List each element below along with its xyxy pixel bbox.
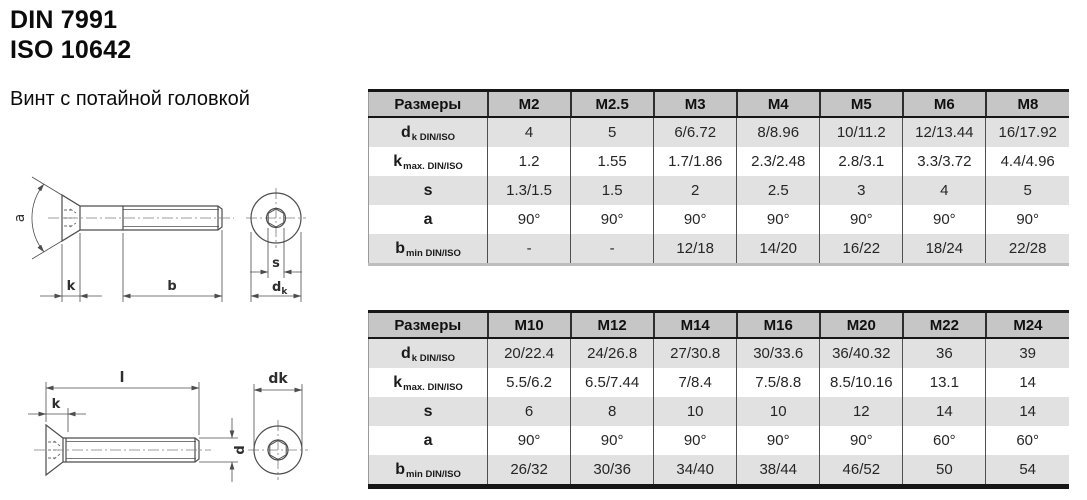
dimensions-column-header: Размеры [369,91,488,118]
value-cell: 90° [488,205,571,234]
value-cell: 8.5/10.16 [820,368,903,397]
value-cell: 14 [986,368,1069,397]
row-label [369,368,488,397]
size-header-m16: M16 [737,312,820,339]
table-row [369,176,1070,205]
table-row [369,338,1070,368]
table-row [369,368,1070,397]
head-height-label: k [66,279,76,294]
value-cell: 20/22.4 [488,338,571,368]
header-row [369,91,1070,118]
value-cell: 7.5/8.8 [737,368,820,397]
value-cell: 1.5 [571,176,654,205]
value-cell: 16/17.92 [986,117,1069,147]
size-header-m20: M20 [820,312,903,339]
row-label-symbol: b [395,460,405,478]
value-cell: 1.2 [488,147,571,176]
row-label [369,234,488,265]
value-cell: 90° [654,205,737,234]
value-cell: 8/8.96 [737,117,820,147]
value-cell: 90° [654,426,737,455]
table-row [369,117,1070,147]
row-label-symbol: b [395,239,405,257]
value-cell: 6 [488,397,571,426]
value-cell: 90° [820,205,903,234]
size-header-m8: M8 [986,91,1069,118]
value-cell: 46/52 [820,455,903,487]
table-row [369,205,1070,234]
drawing-screw-full-thread [6,352,351,500]
value-cell: 7/8.4 [654,368,737,397]
size-header-m2: M2 [488,91,571,118]
row-label-symbol: k [393,373,403,391]
size-header-m24: M24 [986,312,1069,339]
dimensions-table-m10-m24 [368,310,1069,489]
value-cell: 8 [571,397,654,426]
value-cell: 14/20 [737,234,820,265]
row-label-symbol: s [423,181,433,199]
size-header-m5: M5 [820,91,903,118]
dimension-lines-dk [254,384,302,446]
diameter-label: d [233,445,248,455]
value-cell: 90° [488,426,571,455]
center-lines [48,188,306,248]
value-cell: 60° [986,426,1069,455]
value-cell: - [488,234,571,265]
value-cell: 26/32 [488,455,571,487]
value-cell: 2.8/3.1 [820,147,903,176]
dimensions-table-m2-m8 [368,89,1069,266]
row-label-symbol: d [401,344,411,362]
value-cell: 1.7/1.86 [654,147,737,176]
standard-din: DIN 7991 [10,6,118,34]
value-cell: 4 [488,117,571,147]
header-row [369,312,1070,339]
row-label-symbol: s [423,402,433,420]
thread-length-label: b [167,279,177,294]
value-cell: 39 [986,338,1069,368]
angle-label: a [12,213,28,223]
row-label-subscript: min DIN/ISO [405,247,461,259]
size-header-m4: M4 [737,91,820,118]
value-cell: 3 [820,176,903,205]
value-cell: 16/22 [820,234,903,265]
value-cell: 1.55 [571,147,654,176]
value-cell: 14 [986,397,1069,426]
value-cell: 6.5/7.44 [571,368,654,397]
value-cell: 2 [654,176,737,205]
value-cell: - [571,234,654,265]
row-label-subscript: max. DIN/ISO [403,160,463,172]
row-label [369,338,488,368]
table-row [369,234,1070,265]
row-label [369,176,488,205]
head-diameter-label: dk [268,371,288,387]
value-cell: 54 [986,455,1069,487]
value-cell: 90° [903,205,986,234]
row-label [369,455,488,487]
head-diameter-label: $d_k$ [272,280,288,297]
value-cell: 3.3/3.72 [903,147,986,176]
value-cell: 24/26.8 [571,338,654,368]
row-label-symbol: k [393,152,403,170]
size-header-m6: M6 [903,91,986,118]
value-cell: 5 [571,117,654,147]
value-cell: 2.3/2.48 [737,147,820,176]
value-cell: 60° [903,426,986,455]
row-label-subscript: min DIN/ISO [405,468,461,480]
size-header-m12: M12 [571,312,654,339]
value-cell: 4 [903,176,986,205]
value-cell: 13.1 [903,368,986,397]
value-cell: 6/6.72 [654,117,737,147]
length-label: l [119,370,125,386]
value-cell: 12/13.44 [903,117,986,147]
value-cell: 18/24 [903,234,986,265]
standard-iso: ISO 10642 [10,36,132,64]
table-row [369,397,1070,426]
size-header-m3: M3 [654,91,737,118]
size-header-m2.5: M2.5 [571,91,654,118]
row-label-subscript: max. DIN/ISO [403,381,463,393]
value-cell: 34/40 [654,455,737,487]
title-block [10,5,250,111]
value-cell: 38/44 [737,455,820,487]
row-label-symbol: a [423,210,433,228]
row-label [369,426,488,455]
size-header-m14: M14 [654,312,737,339]
dimensions-column-header: Размеры [369,312,488,339]
value-cell: 36/40.32 [820,338,903,368]
value-cell: 30/36 [571,455,654,487]
table-row [369,455,1070,487]
value-cell: 90° [571,205,654,234]
row-label-symbol: a [423,431,433,449]
product-name: Винт с потайной головкой [10,88,250,110]
row-label [369,117,488,147]
row-label [369,205,488,234]
row-label-subscript: k DIN/ISO [411,131,456,143]
value-cell: 14 [903,397,986,426]
value-cell: 10/11.2 [820,117,903,147]
table-row [369,426,1070,455]
row-label [369,397,488,426]
size-header-m10: M10 [488,312,571,339]
value-cell: 90° [737,426,820,455]
value-cell: 22/28 [986,234,1069,265]
row-label [369,147,488,176]
value-cell: 12/18 [654,234,737,265]
size-header-m22: M22 [903,312,986,339]
value-cell: 10 [654,397,737,426]
value-cell: 90° [571,426,654,455]
head-height-label: k [51,397,61,412]
value-cell: 5.5/6.2 [488,368,571,397]
value-cell: 90° [737,205,820,234]
value-cell: 90° [820,426,903,455]
value-cell: 2.5 [737,176,820,205]
row-label-symbol: d [401,123,411,141]
value-cell: 5 [986,176,1069,205]
value-cell: 4.4/4.96 [986,147,1069,176]
value-cell: 36 [903,338,986,368]
drawing-screw-partial-thread [6,152,351,310]
value-cell: 1.3/1.5 [488,176,571,205]
value-cell: 27/30.8 [654,338,737,368]
spec-table [368,89,1069,266]
value-cell: 50 [903,455,986,487]
value-cell: 90° [986,205,1069,234]
row-label-subscript: k DIN/ISO [411,352,456,364]
table-row [369,147,1070,176]
value-cell: 30/33.6 [737,338,820,368]
value-cell: 10 [737,397,820,426]
value-cell: 12 [820,397,903,426]
socket-width-label: s [272,256,280,271]
spec-table [368,310,1069,489]
